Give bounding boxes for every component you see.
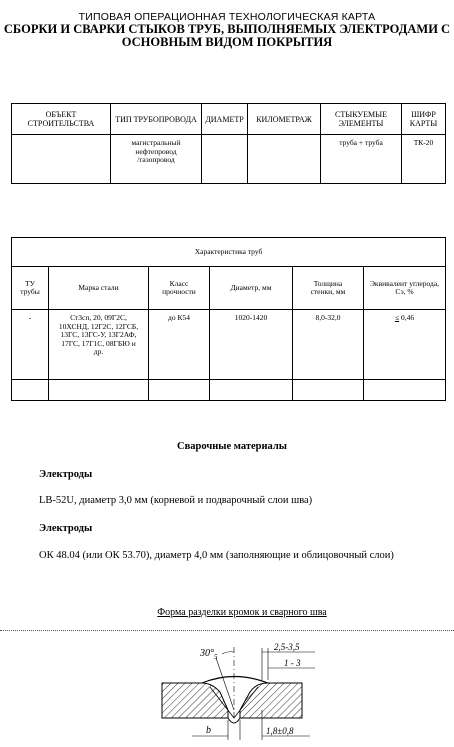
object-table [11, 103, 446, 184]
cell-pipe-diameter: 1020-1420 [210, 310, 293, 380]
electrodes-label-root: Электроды [39, 469, 93, 480]
header-diameter: ДИАМЕТР [202, 104, 248, 135]
cell-wall-thickness: 8,0-32,0 [293, 310, 364, 380]
angle-arc [222, 652, 234, 654]
weld-joint-drawing [150, 640, 320, 747]
welding-materials-title: Сварочные материалы [177, 441, 287, 452]
cell-strength-class: до К54 [149, 310, 210, 380]
gap-label: b [206, 725, 211, 736]
header-carbon-equivalent: Эквивалент углерода, Сэ, % [364, 267, 446, 310]
cell-tu: - [12, 310, 49, 380]
card-title [0, 23, 454, 49]
header-pipeline-type: ТИП ТРУБОПРОВОДА [111, 104, 202, 135]
pipe-table-title: Характеристика труб [12, 238, 446, 267]
root-face-label: 1,8±0,8 [266, 726, 294, 736]
layer-height-label: 1 - 3 [284, 658, 301, 668]
header-pipe-diameter: Диаметр, мм [210, 267, 293, 310]
cell-empty [49, 380, 149, 401]
pipe-characteristics-table [11, 237, 446, 401]
cap-width-label: 2,5-3,5 [274, 642, 300, 652]
right-plate [240, 683, 302, 718]
header-card-code: ШИФР КАРТЫ [402, 104, 446, 135]
cell-pipeline-type: магистральный нефтепровод /газопровод [111, 135, 202, 184]
left-plate [162, 683, 228, 718]
cell-joined-elements: труба + труба [321, 135, 402, 184]
cell-card-code: ТК-20 [402, 135, 446, 184]
cell-empty [364, 380, 446, 401]
electrodes-label-fill: Электроды [39, 523, 93, 534]
angle-label: $30^\circ_5$ [200, 648, 218, 661]
electrodes-root-text: LB-52U, диаметр 3,0 мм (корневой и подварочный слои шва) [39, 495, 313, 506]
header-kilometrage: КИЛОМЕТРАЖ [248, 104, 321, 135]
cell-steel-grades: Ст3сп, 20, 09Г2С, 10ХСНД, 12Г2С, 12ГСБ, 13ГС, 13ГС-У, 13Г2АФ, 17ГС, 17Г1С, 08ГБЮ и др. [49, 310, 149, 380]
header-strength-class: Класс прочности [149, 267, 210, 310]
cell-empty [12, 380, 49, 401]
cell-object [12, 135, 111, 184]
cell-carbon-equivalent: ≤ 0,46 [364, 310, 446, 380]
header-wall-thickness: Толщина стенки, мм [293, 267, 364, 310]
header-object: ОБЪЕКТ СТРОИТЕЛЬСТВА [12, 104, 111, 135]
cell-empty [210, 380, 293, 401]
weld-cap [202, 677, 268, 684]
header-steel-grade: Марка стали [49, 267, 149, 310]
joint-form-heading: Форма разделки кромок и сварного шва [157, 607, 327, 618]
header-joined-elements: СТЫКУЕМЫЕ ЭЛЕМЕНТЫ [321, 104, 402, 135]
electrodes-fill-text: ОК 48.04 (или ОК 53.70), диаметр 4,0 мм (заполняющие и облицовочный слои) [39, 550, 394, 561]
card-title-line-1: СБОРКИ И СВАРКИ СТЫКОВ ТРУБ, ВЫПОЛНЯЕМЫХ ЭЛЕКТРОДАМИ С [3, 22, 451, 36]
cell-diameter [202, 135, 248, 184]
cell-kilometrage [248, 135, 321, 184]
weld-root [228, 718, 240, 723]
card-title-line-2: ОСНОВНЫМ ВИДОМ ПОКРЫТИЯ [121, 35, 333, 49]
cell-empty [293, 380, 364, 401]
card-type-heading: ТИПОВАЯ ОПЕРАЦИОННАЯ ТЕХНОЛОГИЧЕСКАЯ КАРТА [78, 11, 376, 23]
cell-empty [149, 380, 210, 401]
header-tu: ТУ трубы [12, 267, 49, 310]
dotted-separator [0, 630, 454, 631]
